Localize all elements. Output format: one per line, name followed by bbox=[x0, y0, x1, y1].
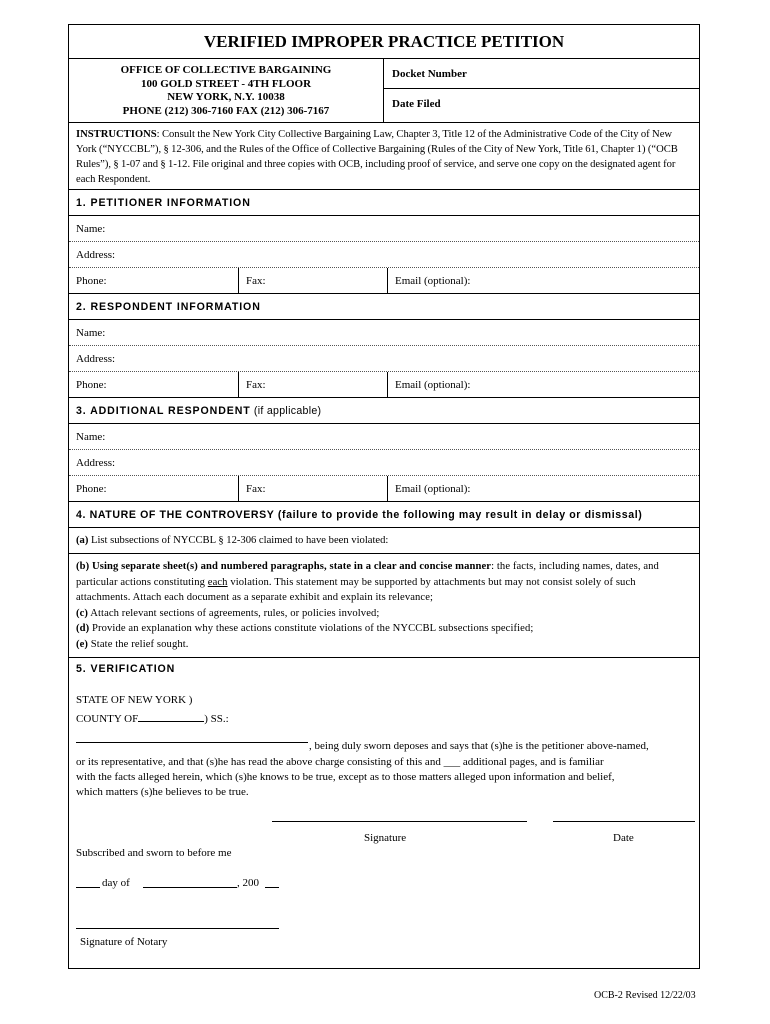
petitioner-contact-row bbox=[69, 268, 699, 294]
respondent-name-label: Name: bbox=[76, 327, 106, 339]
item-b-label: (b) Using separate sheet(s) and numbered paragraphs, state in a clear and concise manner bbox=[76, 561, 492, 572]
petitioner-email-field[interactable] bbox=[388, 268, 699, 293]
day-of-label: day of bbox=[102, 877, 130, 889]
sworn-line-2: or its representative, and that (s)he has read the above charge consisting of this and ___ additional pages, and is familiar bbox=[76, 756, 604, 768]
item-d-text: Provide an explanation why these actions constitute violations of the NYCCBL subsections specified; bbox=[89, 623, 534, 635]
subscribed-label: Subscribed and sworn to before me bbox=[76, 847, 232, 859]
year-prefix: , 200 bbox=[237, 877, 259, 889]
county-line bbox=[76, 710, 229, 725]
date-line[interactable] bbox=[553, 821, 695, 822]
petitioner-name-field[interactable] bbox=[69, 216, 699, 242]
notary-label: Signature of Notary bbox=[80, 936, 168, 948]
respondent-address-field[interactable] bbox=[69, 346, 699, 372]
revision-footer: OCB-2 Revised 12/22/03 bbox=[594, 990, 696, 1001]
header-block bbox=[69, 59, 699, 123]
notary-signature-line[interactable] bbox=[76, 928, 279, 929]
nature-items-b-to-e bbox=[69, 554, 699, 658]
instructions-text: : Consult the New York City Collective Bargaining Law, Chapter 3, Title 12 of the Administrative Code of the City of New York (“NYCCBL”), § 12-306, and the Rules of the Office of Collective Bargaining (Rules of the City of New York, Title 61, Chapter 1) (“OCB Rules”), § 1-07 and § 1-12. File original and three copies with OCB, including proof of service, and serve one copy on the designated agent for each Respondent. bbox=[76, 129, 678, 185]
additional-respondent-heading-text: 3. ADDITIONAL RESPONDENT bbox=[76, 405, 251, 417]
day-blank[interactable] bbox=[76, 887, 100, 888]
instructions-block bbox=[69, 123, 699, 190]
section-petitioner-heading: 1. PETITIONER INFORMATION bbox=[69, 190, 699, 216]
form-title: VERIFIED IMPROPER PRACTICE PETITION bbox=[69, 25, 699, 59]
additional-respondent-name-field[interactable] bbox=[69, 424, 699, 450]
item-e-text: State the relief sought. bbox=[88, 638, 189, 650]
respondent-address-label: Address: bbox=[76, 353, 116, 365]
sworn-line-3: with the facts alleged herein, which (s)he knows to be true, except as to those matters alleged upon information and belief, bbox=[76, 771, 615, 783]
section-additional-respondent-heading bbox=[69, 398, 699, 424]
section-nature-heading: 4. NATURE OF THE CONTROVERSY (failure to provide the following may result in delay or dismissal) bbox=[69, 502, 699, 528]
petitioner-email-label: Email (optional): bbox=[395, 275, 471, 287]
instructions-label: INSTRUCTIONS bbox=[76, 129, 157, 140]
date-filed-field[interactable]: Date Filed bbox=[392, 98, 441, 110]
respondent-fax-field[interactable] bbox=[239, 372, 388, 397]
petition-form bbox=[68, 24, 700, 969]
respondent-email-field[interactable] bbox=[388, 372, 699, 397]
additional-respondent-contact-row bbox=[69, 476, 699, 502]
respondent-fax-label: Fax: bbox=[246, 379, 266, 391]
nature-item-c bbox=[76, 606, 692, 622]
office-street: 100 GOLD STREET - 4TH FLOOR bbox=[140, 77, 312, 90]
county-suffix: ) SS.: bbox=[204, 713, 229, 725]
additional-respondent-email-label: Email (optional): bbox=[395, 483, 471, 495]
office-city: NEW YORK, N.Y. 10038 bbox=[167, 91, 285, 103]
item-d-label: (d) bbox=[76, 623, 90, 635]
additional-respondent-heading-note: (if applicable) bbox=[250, 405, 322, 417]
signature-label: Signature bbox=[364, 832, 407, 844]
section-respondent-heading: 2. RESPONDENT INFORMATION bbox=[69, 294, 699, 320]
respondent-phone-field[interactable] bbox=[69, 372, 239, 397]
respondent-email-label: Email (optional): bbox=[395, 379, 471, 391]
item-a-label: (a) bbox=[76, 535, 89, 546]
petitioner-phone-label: Phone: bbox=[76, 275, 107, 287]
deponent-name-blank[interactable] bbox=[76, 742, 308, 743]
state-line: STATE OF NEW YORK ) bbox=[76, 694, 193, 706]
nature-item-b bbox=[76, 559, 692, 606]
additional-respondent-fax-label: Fax: bbox=[246, 483, 266, 495]
additional-respondent-email-field[interactable] bbox=[388, 476, 699, 501]
county-prefix: COUNTY OF bbox=[76, 713, 139, 725]
nature-item-d bbox=[76, 621, 692, 637]
county-blank[interactable] bbox=[138, 710, 204, 722]
additional-respondent-address-field[interactable] bbox=[69, 450, 699, 476]
respondent-name-field[interactable] bbox=[69, 320, 699, 346]
sworn-line-4: which matters (s)he believes to be true. bbox=[76, 786, 249, 798]
signature-line[interactable] bbox=[272, 821, 527, 822]
respondent-contact-row bbox=[69, 372, 699, 398]
petitioner-address-field[interactable] bbox=[69, 242, 699, 268]
section-verification-heading: 5. VERIFICATION bbox=[76, 663, 176, 675]
office-phone-fax: PHONE (212) 306-7160 FAX (212) 306-7167 bbox=[122, 104, 330, 117]
item-c-label: (c) bbox=[76, 607, 89, 619]
date-label: Date bbox=[613, 832, 634, 844]
sworn-line-1: , being duly sworn deposes and says that (s)he is the petitioner above-named, bbox=[309, 740, 649, 752]
nature-item-e bbox=[76, 637, 692, 653]
docket-column bbox=[384, 59, 699, 122]
year-blank[interactable] bbox=[265, 887, 279, 888]
office-name: OFFICE OF COLLECTIVE BARGAINING bbox=[120, 64, 332, 76]
item-b-text1: : the facts, including names, dates, and particular actions constituting bbox=[76, 561, 659, 588]
additional-respondent-phone-field[interactable] bbox=[69, 476, 239, 501]
petitioner-phone-field[interactable] bbox=[69, 268, 239, 293]
respondent-phone-label: Phone: bbox=[76, 379, 107, 391]
month-blank[interactable] bbox=[143, 887, 237, 888]
nature-item-a[interactable] bbox=[69, 528, 699, 554]
additional-respondent-address-label: Address: bbox=[76, 457, 116, 469]
item-c-text: Attach relevant sections of agreements, rules, or policies involved; bbox=[88, 607, 380, 619]
additional-respondent-phone-label: Phone: bbox=[76, 483, 107, 495]
item-a-text: List subsections of NYCCBL § 12-306 claimed to have been violated: bbox=[88, 535, 389, 546]
additional-respondent-name-label: Name: bbox=[76, 431, 106, 443]
office-address-block bbox=[69, 59, 384, 122]
additional-respondent-fax-field[interactable] bbox=[239, 476, 388, 501]
petitioner-address-label: Address: bbox=[76, 249, 116, 261]
item-b-text2: violation. This statement may be supported by attachments but may not consist solely of such attachments. Attach each document as a separate exhibit and explain its relevance; bbox=[76, 576, 636, 604]
petitioner-name-label: Name: bbox=[76, 223, 106, 235]
verification-section bbox=[69, 658, 699, 958]
item-b-each: each bbox=[207, 576, 228, 588]
docket-number-field[interactable]: Docket Number bbox=[384, 59, 699, 89]
item-e-label: (e) bbox=[76, 638, 89, 650]
petitioner-fax-label: Fax: bbox=[246, 275, 266, 287]
petitioner-fax-field[interactable] bbox=[239, 268, 388, 293]
